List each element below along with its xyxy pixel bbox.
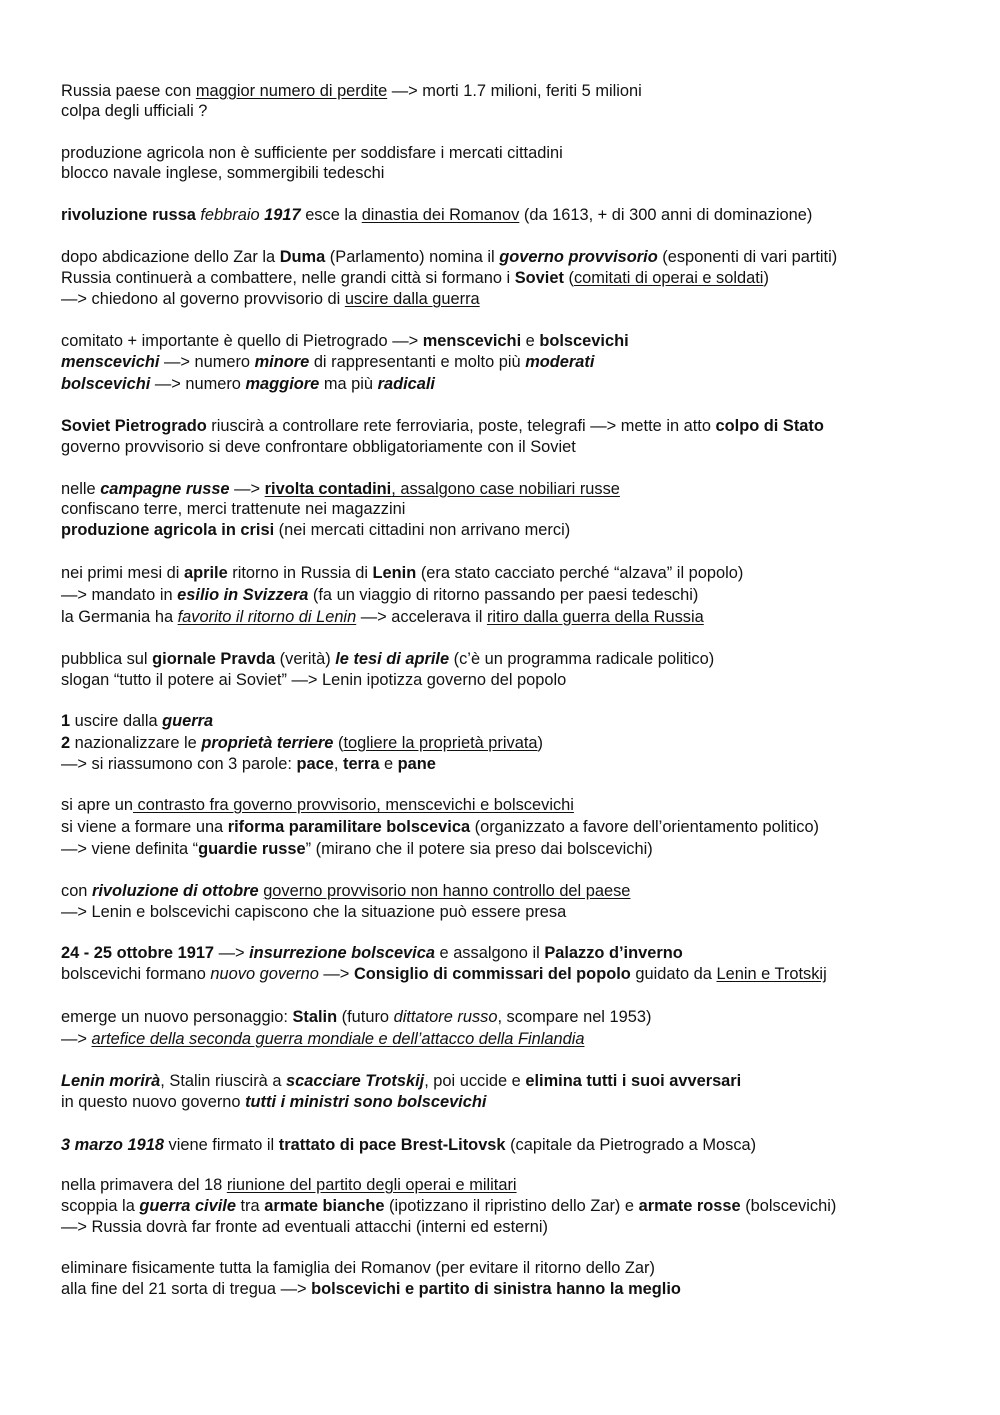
text-run: riforma paramilitare bolscevica [227,818,471,836]
text-run: —> numero [150,375,246,393]
text-run: armate bianche [264,1197,385,1215]
text-run: , assalgono case nobiliari russe [391,480,620,498]
text-line [61,943,683,963]
text-run: (verità) [275,650,336,668]
text-run: comitati di operai e soldati [573,269,764,287]
text-run: di rappresentanti e molto più [309,353,526,371]
text-run: Russia paese con [61,82,196,100]
text-line [61,733,543,753]
text-line [61,607,704,627]
text-run: riuscirà a controllare rete ferroviaria, poste, telegrafi —> mette in atto [206,417,716,435]
text-line [61,479,620,499]
text-run: Soviet Pietrogrado [61,417,207,435]
text-run: (capitale da Pietrogrado a Mosca) [505,1136,757,1154]
text-run: slogan “tutto il potere ai Soviet” —> Lenin ipotizza governo del popolo [61,671,567,689]
text-run: emerge un nuovo personaggio: [61,1008,293,1026]
text-line [61,795,574,815]
text-line [61,1258,655,1278]
text-run: 1 [61,712,71,730]
text-run: proprietà terriere [201,734,334,752]
text-line [61,247,837,267]
text-run: maggiore [245,375,320,393]
text-run: Soviet [514,269,564,287]
text-run: menscevichi [61,353,160,371]
text-run: riunione del partito degli operai e militari [226,1176,517,1194]
text-run: produzione agricola in crisi [61,521,275,539]
text-run: (fa un viaggio di ritorno passando per paesi tedeschi) [308,586,699,604]
text-run: e [379,755,398,773]
text-line [61,563,743,583]
text-run: (bolscevichi) [740,1197,837,1215]
text-run: ( [333,734,344,752]
text-line [61,881,630,901]
text-run: nuovo governo [210,965,319,983]
text-run: Consiglio di commissari del popolo [353,965,631,983]
text-run: confiscano terre, merci trattenute nei magazzini [61,500,406,518]
text-line [61,1175,517,1195]
text-line [61,143,563,163]
text-run: menscevichi [422,332,522,350]
text-run: bolscevichi formano [61,965,211,983]
text-run: 24 - 25 ottobre 1917 [61,944,215,962]
text-line [61,1196,836,1216]
text-run: (futuro [337,1008,394,1026]
text-line [61,1029,584,1049]
text-run: 1917 [264,206,301,224]
text-run: viene firmato il [163,1136,279,1154]
text-run: 3 marzo 1918 [61,1136,164,1154]
text-run: contrasto fra governo provvisorio, menscevichi e bolscevichi [132,796,574,814]
text-run: e assalgono il [434,944,545,962]
text-run: ritiro dalla guerra della Russia [486,608,704,626]
text-line [61,711,213,731]
text-run: nella primavera del 18 [61,1176,227,1194]
text-line [61,1135,756,1155]
text-run: terra [342,755,380,773]
text-run: —> accelerava il [356,608,487,626]
text-line [61,268,769,288]
text-run: giornale Pravda [152,650,276,668]
text-run: 2 [61,734,71,752]
text-run: febbraio [200,206,260,224]
text-run: governo provvisorio si deve confrontare obbligatoriamente con il Soviet [61,438,576,456]
text-run: ) [537,734,543,752]
text-line [61,649,714,669]
text-run: (organizzato a favore dell’orientamento politico) [470,818,820,836]
text-run: insurrezione bolscevica [249,944,435,962]
text-run: eliminare fisicamente tutta la famiglia dei Romanov (per evitare il ritorno dello Zar) [61,1259,655,1277]
text-run: la Germania ha [61,608,178,626]
text-line [61,670,566,690]
text-line [61,416,824,436]
text-run: , Stalin riuscirà a [160,1072,286,1090]
text-run: esce la [300,206,362,224]
text-run: comitato + importante è quello di Pietrogrado —> [61,332,423,350]
text-run: guerra civile [139,1197,236,1215]
text-run: e [521,332,540,350]
text-run: guidato da [630,965,717,983]
text-run: —> Russia dovrà far fronte ad eventuali attacchi (interni ed esterni) [61,1218,548,1236]
text-run: —> viene definita “ [61,840,199,858]
text-run: aprile [183,564,228,582]
text-line [61,1092,486,1112]
text-run: nazionalizzare le [70,734,202,752]
text-run: ) [763,269,769,287]
text-run: (ipotizzano il ripristino dello Zar) e [384,1197,639,1215]
text-run: colpa degli ufficiali ? [61,102,208,120]
text-run: dinastia dei Romanov [361,206,520,224]
text-run: dittatore russo [393,1008,498,1026]
text-run: ” (mirano che il potere sia preso dai bolscevichi) [305,840,653,858]
text-run: Lenin [372,564,417,582]
text-run: Palazzo d’inverno [544,944,683,962]
text-line [61,1071,741,1091]
text-run: governo provvisorio non hanno controllo del paese [263,882,631,900]
text-line [61,964,827,984]
text-line [61,352,594,372]
text-line [61,902,566,922]
text-run: Russia continuerà a combattere, nelle grandi città si formano i [61,269,515,287]
text-run: minore [254,353,310,371]
text-run: bolscevichi [539,332,629,350]
text-run: Stalin [292,1008,338,1026]
text-run: bolscevichi [61,375,151,393]
text-line [61,817,819,837]
text-run: uscire dalla guerra [344,290,480,308]
text-run: tutti i ministri sono bolscevichi [245,1093,487,1111]
text-line [61,1007,651,1027]
text-run: uscire dalla [70,712,163,730]
text-run: artefice della seconda guerra mondiale e dell’attacco della Finlandia [91,1030,585,1048]
text-run: governo provvisorio [499,248,658,266]
text-run: campagne russe [100,480,230,498]
text-line [61,585,698,605]
text-run: (esponenti di vari partiti) [657,248,838,266]
text-run: togliere la proprietà privata [343,734,538,752]
text-run: nelle [61,480,101,498]
text-run: —> [318,965,354,983]
text-run: —> si riassumono con 3 parole: [61,755,297,773]
text-line [61,205,812,225]
text-run: Lenin morirà [61,1072,161,1090]
text-run: —> Lenin e bolscevichi capiscono che la situazione può essere presa [61,903,567,921]
text-run: , scompare nel 1953) [497,1008,652,1026]
text-line [61,163,384,183]
text-line [61,289,480,309]
text-run: —> mandato in [61,586,178,604]
text-run: , [333,755,343,773]
text-run: pane [397,755,436,773]
text-line [61,520,570,540]
text-run: pace [296,755,334,773]
text-run: —> [229,480,265,498]
text-run: (c’è un programma radicale politico) [449,650,715,668]
text-run: rivolta contadini [264,480,392,498]
text-run: armate rosse [638,1197,741,1215]
text-run: rivoluzione di ottobre [91,882,259,900]
text-run: (nei mercati cittadini non arrivano merci) [274,521,571,539]
text-run: le tesi di aprile [335,650,450,668]
text-line [61,839,653,859]
text-run: maggior numero di perdite [195,82,388,100]
text-run: (da 1613, + di 300 anni di dominazione) [519,206,813,224]
text-run: , poi uccide e [424,1072,526,1090]
text-run: esilio in Svizzera [177,586,309,604]
text-run: ( [563,269,574,287]
text-run: ma più [319,375,378,393]
text-run: —> chiedono al governo provvisorio di [61,290,345,308]
text-run: colpo di Stato [715,417,824,435]
text-run: —> morti 1.7 milioni, feriti 5 milioni [387,82,642,100]
text-run: alla fine del 21 sorta di tregua —> [61,1280,312,1298]
text-run: scacciare Trotskij [286,1072,425,1090]
text-run: con [61,882,92,900]
text-run: elimina tutti i suoi avversari [525,1072,742,1090]
text-line [61,331,629,351]
text-run: si apre un [61,796,133,814]
text-line [61,374,435,394]
text-run: guardie russe [198,840,306,858]
text-run: trattato di pace Brest-Litovsk [278,1136,506,1154]
text-run: tra [235,1197,265,1215]
text-run: —> numero [159,353,255,371]
text-line [61,754,436,774]
text-run: —> [61,1030,92,1048]
text-line [61,437,576,457]
text-run: guerra [162,712,214,730]
text-run: (era stato cacciato perché “alzava” il popolo) [416,564,744,582]
text-run: in questo nuovo governo [61,1093,246,1111]
text-run: radicali [377,375,435,393]
text-run: favorito il ritorno di Lenin [177,608,357,626]
text-line [61,1279,681,1299]
text-run: (Parlamento) nomina il [325,248,500,266]
text-run: scoppia la [61,1197,140,1215]
text-run: blocco navale inglese, sommergibili tedeschi [61,164,385,182]
text-line [61,1217,548,1237]
text-run: bolscevichi e partito di sinistra hanno la meglio [311,1280,681,1298]
text-run: moderati [525,353,595,371]
text-run: ritorno in Russia di [227,564,373,582]
text-run: produzione agricola non è sufficiente per soddisfare i mercati cittadini [61,144,563,162]
text-run: si viene a formare una [61,818,228,836]
text-run: dopo abdicazione dello Zar la [61,248,280,266]
text-line [61,81,642,101]
text-run: nei primi mesi di [61,564,184,582]
text-run: Duma [279,248,326,266]
text-run: Lenin e Trotskij [716,965,827,983]
text-run: pubblica sul [61,650,153,668]
text-run: —> [214,944,250,962]
text-line [61,499,405,519]
text-run: rivoluzione russa [61,206,196,224]
text-line [61,101,207,121]
